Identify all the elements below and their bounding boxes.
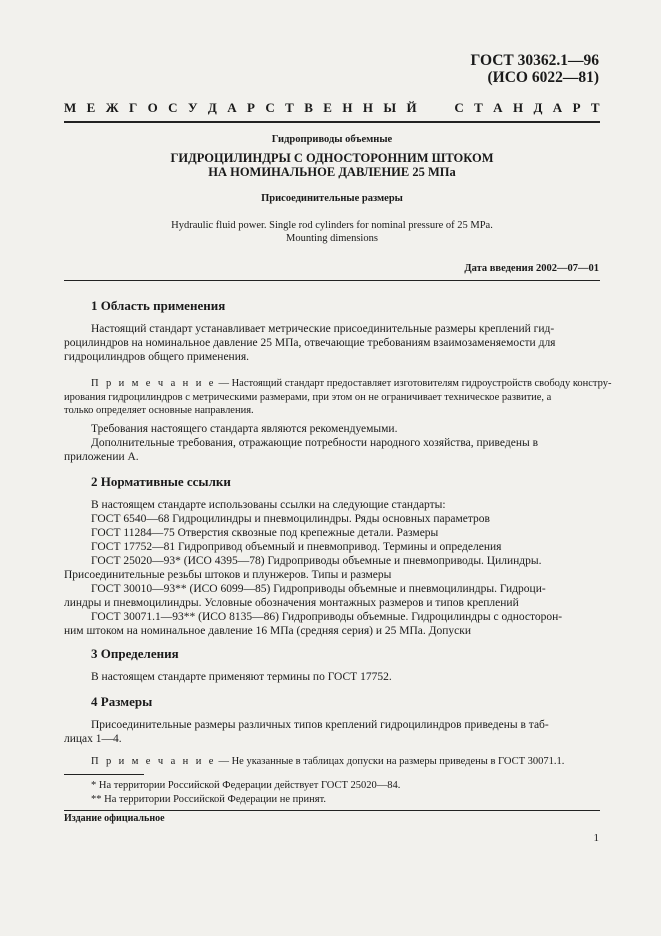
- english-title-line1: Hydraulic fluid power. Single rod cylinders for nominal pressure of 25 MPa.: [171, 220, 493, 231]
- banner-gap: [427, 100, 430, 116]
- interstate-letter: М: [64, 100, 77, 115]
- interstate-letter: Н: [362, 100, 373, 115]
- interstate-letter: Н: [342, 100, 353, 115]
- interstate-letter: Т: [285, 100, 294, 115]
- section-4-para1-line2: лицах 1—4.: [64, 733, 122, 745]
- note-label: П р и м е ч а н и е: [91, 756, 216, 767]
- doc-mounting-title: Присоединительные размеры: [261, 193, 403, 204]
- doc-title: [64, 151, 600, 179]
- section-2-line8: линдры и пневмоцилиндры. Условные обозначения монтажных размеров и типов креплений: [64, 597, 519, 609]
- section-3-title: 3 Определения: [91, 646, 179, 661]
- banner-gap: [441, 100, 444, 116]
- standard-letter: Т: [590, 100, 600, 115]
- section-1-note-line3: только определяет основные направления.: [64, 405, 254, 416]
- section-2-line3: ГОСТ 11284—75 Отверстия сквозные под крепежные детали. Размеры: [91, 527, 439, 539]
- section-1-para1-line1: Настоящий стандарт устанавливает метрические присоединительные размеры креплений гид-: [91, 323, 555, 335]
- section-1-para3-line2: приложении А.: [64, 451, 139, 463]
- standard-letter: А: [552, 100, 563, 115]
- interstate-letter: У: [187, 100, 198, 115]
- section-4-note: П р и м е ч а н и е — Не указанные в таблицах допуски на размеры приведены в ГОСТ 30071.1.: [91, 756, 565, 767]
- date-rule: [64, 280, 600, 281]
- doc-subtitle: Гидроприводы объемные: [271, 134, 393, 145]
- standard-letter: А: [493, 100, 503, 115]
- interstate-standard-banner: [64, 100, 600, 116]
- introduction-date: Дата введения 2002—07—01: [464, 263, 599, 274]
- footer-rule: [64, 810, 600, 811]
- section-2-line1: В настоящем стандарте использованы ссылки на следующие стандарты:: [91, 499, 446, 511]
- footnote-rule: [64, 774, 144, 775]
- standard-letter: Д: [533, 100, 543, 115]
- section-2-line7: ГОСТ 30010—93** (ИСО 6099—85) Гидроприводы объемные и пневмоцилиндры. Гидроци-: [91, 583, 546, 595]
- section-2-line4: ГОСТ 17752—81 Гидропривод объемный и пневмопривод. Термины и определения: [91, 541, 502, 553]
- standard-letter: Н: [512, 100, 524, 115]
- doc-title-line1: ГИДРОЦИЛИНДРЫ С ОДНОСТОРОННИМ ШТОКОМ: [170, 151, 494, 165]
- edition-label: Издание официальное: [64, 813, 165, 824]
- section-2-line5: ГОСТ 25020—93* (ИСО 4395—78) Гидроприводы объемные и пневмоприводы. Цилиндры.: [91, 555, 542, 567]
- section-2-line6: Присоединительные резьбы штоков и плунжеров. Типы и размеры: [64, 569, 392, 581]
- gost-designation: [470, 52, 599, 86]
- standard-letter: Т: [474, 100, 483, 115]
- interstate-letter: Е: [323, 100, 332, 115]
- section-2-line10: ним штоком на номинальное давление 16 МПа (средняя серия) и 25 МПа. Допуски: [64, 625, 471, 637]
- interstate-letter: Г: [128, 100, 138, 115]
- note-label: П р и м е ч а н и е: [91, 378, 216, 389]
- section-2-title: 2 Нормативные ссылки: [91, 474, 231, 489]
- interstate-letter: Д: [207, 100, 217, 115]
- section-1-note-line2: ирования гидроцилиндров с метрическими размерами, при этом он не ограничивает техническое развитие, а: [64, 392, 552, 403]
- gost-number: ГОСТ 30362.1—96: [470, 52, 599, 69]
- interstate-letter: С: [168, 100, 178, 115]
- english-title: [64, 219, 600, 245]
- section-1-title: 1 Область применения: [91, 298, 226, 313]
- interstate-letter: Р: [247, 100, 255, 115]
- interstate-letter: А: [227, 100, 237, 115]
- section-1-para3-line1: Дополнительные требования, отражающие потребности народного хозяйства, приведены в: [91, 437, 539, 449]
- section-1-note-line1: П р и м е ч а н и е — Настоящий стандарт предоставляет изготовителям гидроустройств свободу констру-: [91, 378, 612, 389]
- interstate-letter: О: [147, 100, 158, 115]
- section-4-title: 4 Размеры: [91, 694, 153, 709]
- footnote-2: ** На территории Российской Федерации не принят.: [91, 794, 327, 805]
- page-number: 1: [593, 832, 599, 844]
- interstate-letter: Е: [86, 100, 96, 115]
- interstate-letter: В: [304, 100, 313, 115]
- iso-number: (ИСО 6022—81): [487, 69, 599, 86]
- section-1-para2: Требования настоящего стандарта являются рекомендуемыми.: [91, 423, 398, 435]
- english-title-line2: Mounting dimensions: [286, 233, 378, 244]
- doc-title-line2: НА НОМИНАЛЬНОЕ ДАВЛЕНИЕ 25 МПа: [208, 165, 456, 179]
- section-2-line9: ГОСТ 30071.1—93** (ИСО 8135—86) Гидроприводы объемные. Гидроцилиндры с односторон-: [91, 611, 563, 623]
- header-rule: [64, 121, 600, 123]
- section-2-line2: ГОСТ 6540—68 Гидроцилиндры и пневмоцилиндры. Ряды основных параметров: [91, 513, 490, 525]
- interstate-letter: Ы: [383, 100, 397, 115]
- standard-letter: С: [454, 100, 464, 115]
- interstate-letter: Й: [406, 100, 417, 115]
- footnote-1: * На территории Российской Федерации действует ГОСТ 25020—84.: [91, 780, 401, 791]
- interstate-letter: С: [265, 100, 275, 115]
- section-1-para1-line2: роцилиндров на номинальное давление 25 МПа, отвечающие требованиям взаимозаменяемости для: [64, 337, 556, 349]
- section-3-para1: В настоящем стандарте применяют термины по ГОСТ 17752.: [91, 671, 392, 683]
- interstate-letter: Ж: [105, 100, 119, 115]
- section-1-para1-line3: гидроцилиндров общего применения.: [64, 351, 250, 363]
- section-4-para1-line1: Присоединительные размеры различных типов креплений гидроцилиндров приведены в таб-: [91, 719, 549, 731]
- standard-letter: Р: [572, 100, 581, 115]
